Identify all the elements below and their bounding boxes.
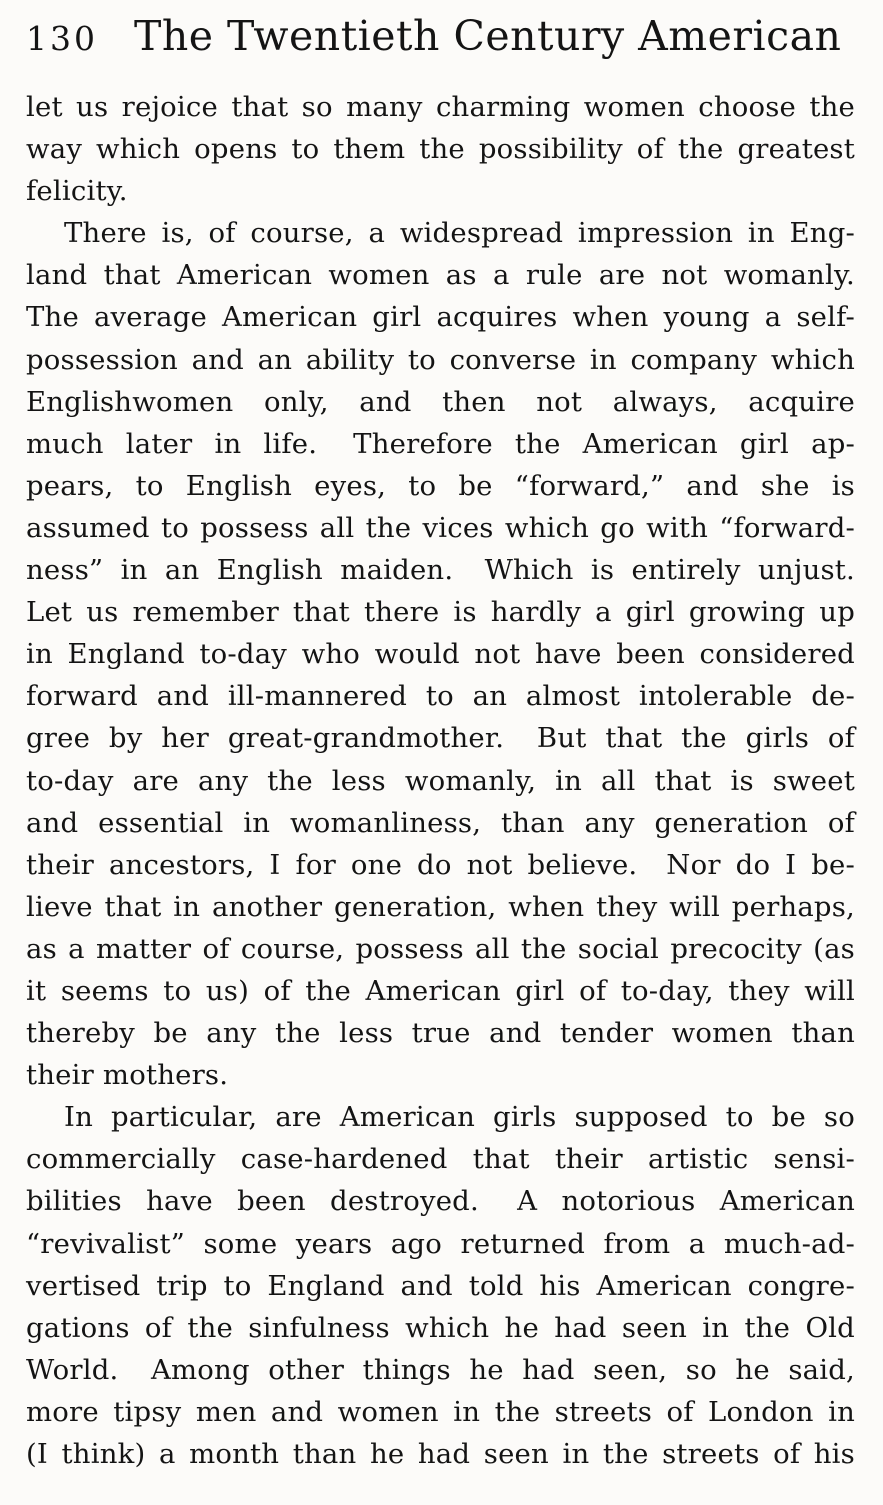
text-line: much later in life. Therefore the American girl ap- xyxy=(26,427,855,460)
text-line: assumed to possess all the vices which go with “forward- xyxy=(26,511,855,544)
text-line: possession and an ability to converse in company which xyxy=(26,343,855,376)
text-line: vertised trip to England and told his American congre- xyxy=(26,1269,855,1302)
text-line: it seems to us) of the American girl of to-day, they will xyxy=(26,974,855,1007)
text-line: (I think) a month than he had seen in the streets of his xyxy=(26,1438,855,1470)
text-line: their mothers. xyxy=(26,1059,229,1092)
text-line: pears, to English eyes, to be “forward,” and she is xyxy=(26,469,855,502)
text-line: World. Among other things he had seen, so he said, xyxy=(26,1353,855,1386)
paragraph xyxy=(26,1096,855,1475)
text-line: In particular, are American girls supposed to be so xyxy=(64,1101,855,1134)
text-line: gations of the sinfulness which he had seen in the Old xyxy=(26,1311,855,1344)
running-title: The Twentieth Century American xyxy=(134,12,842,60)
text-line: lieve that in another generation, when they will perhaps, xyxy=(26,890,855,923)
text-line: The average American girl acquires when young a self- xyxy=(26,301,855,334)
text-line: in England to-day who would not have been considered xyxy=(26,638,855,671)
text-line: their ancestors, I for one do not believe. Nor do I be- xyxy=(26,848,855,881)
text-line: to-day are any the less womanly, in all that is sweet xyxy=(26,764,855,797)
text-line: Englishwomen only, and then not always, acquire xyxy=(26,385,855,418)
text-line: more tipsy men and women in the streets of London in xyxy=(26,1395,855,1428)
text-line: “revivalist” some years ago returned from a much-ad- xyxy=(26,1227,855,1260)
page-number: 130 xyxy=(26,19,98,58)
page-header xyxy=(26,12,855,60)
text-line: forward and ill-mannered to an almost intolerable de- xyxy=(26,680,855,713)
text-line: Let us remember that there is hardly a girl growing up xyxy=(26,596,855,629)
text-line: There is, of course, a widespread impression in Eng- xyxy=(64,217,855,250)
text-line: as a matter of course, possess all the social precocity (as xyxy=(26,932,855,965)
text-line: gree by her great-grandmother. But that the girls of xyxy=(26,722,855,755)
text-line: land that American women as a rule are not womanly. xyxy=(26,259,855,292)
paragraph xyxy=(26,212,855,1096)
paragraph xyxy=(26,86,855,212)
text-line: ness” in an English maiden. Which is entirely unjust. xyxy=(26,554,855,587)
text-line: bilities have been destroyed. A notorious American xyxy=(26,1185,855,1218)
text-line: commercially case-hardened that their artistic sensi- xyxy=(26,1143,855,1176)
text-line: thereby be any the less true and tender women than xyxy=(26,1017,855,1050)
text-block xyxy=(26,86,855,1475)
text-line: way which opens to them the possibility of the greatest xyxy=(26,133,855,166)
text-line: let us rejoice that so many charming women choose the xyxy=(26,91,855,123)
text-line: and essential in womanliness, than any generation of xyxy=(26,806,855,839)
text-line: felicity. xyxy=(26,175,128,208)
